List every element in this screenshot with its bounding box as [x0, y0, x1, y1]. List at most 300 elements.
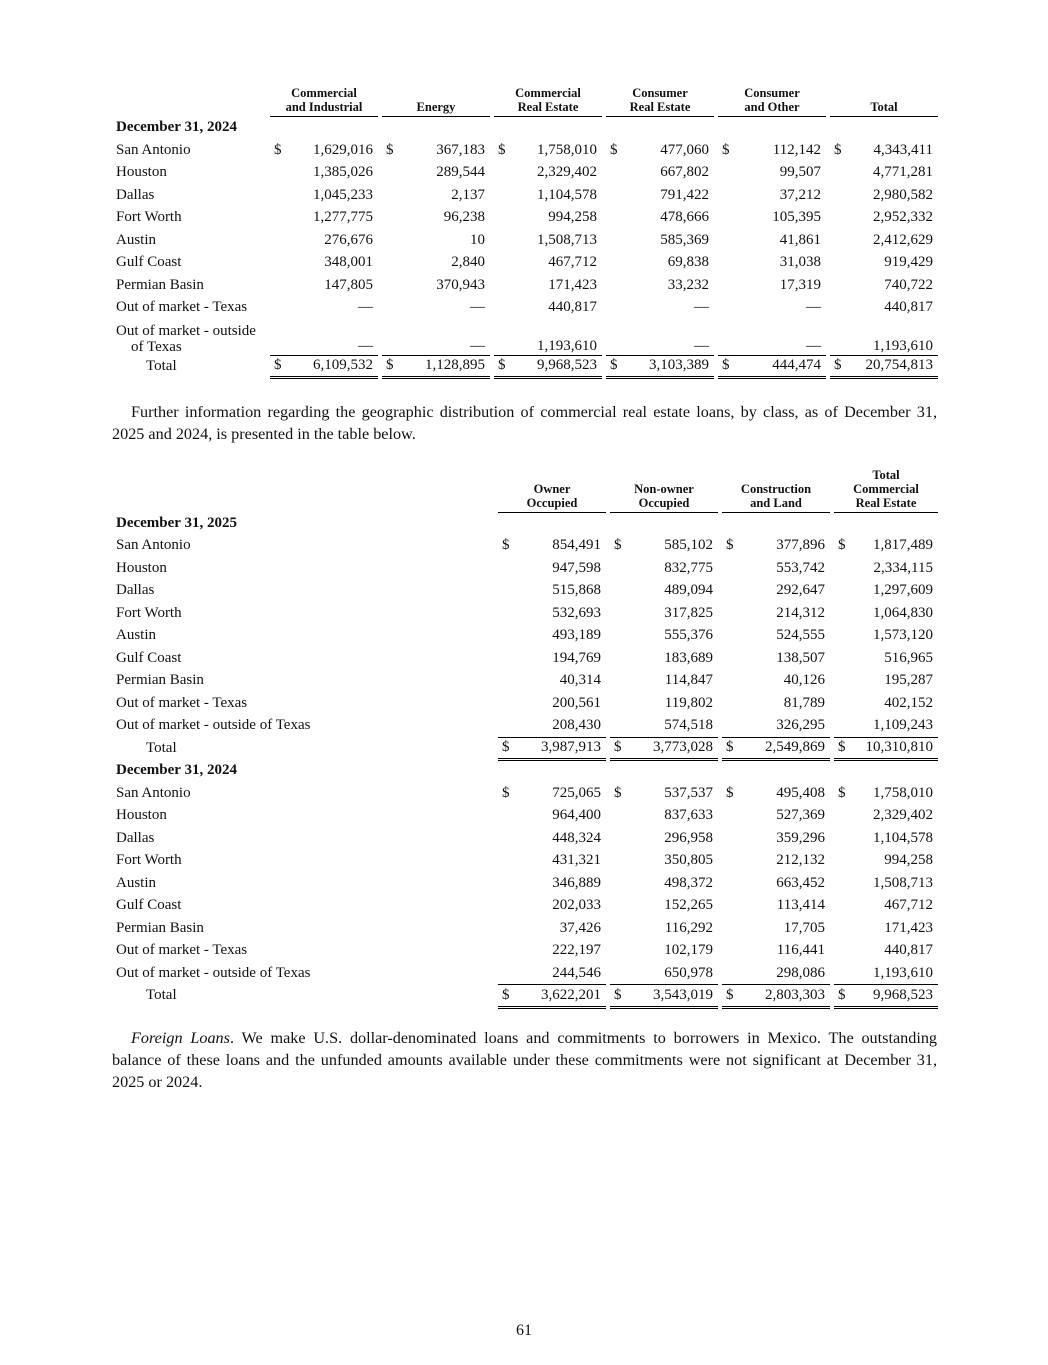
amount: 9,968,523 [873, 986, 933, 1003]
currency-symbol [610, 830, 614, 847]
currency-symbol [610, 920, 614, 937]
currency-symbol [722, 672, 726, 689]
currency-symbol [610, 852, 614, 869]
table-row [112, 917, 938, 940]
value-cell [498, 715, 606, 738]
amount: 431,321 [552, 852, 601, 869]
value-cell [610, 895, 718, 918]
table-row [112, 184, 938, 207]
table-row [112, 962, 938, 985]
row-label: Austin [116, 627, 157, 644]
currency-symbol [834, 965, 838, 982]
amount: 585,102 [664, 537, 713, 554]
amount: 96,238 [443, 209, 485, 226]
table-row [112, 782, 938, 805]
amount: 244,546 [552, 964, 601, 981]
value-cell [722, 962, 830, 985]
amount: 477,060 [660, 141, 709, 158]
amount: 532,693 [552, 604, 601, 621]
value-cell [606, 229, 714, 252]
value-cell [494, 229, 602, 252]
amount: 1,109,243 [873, 717, 933, 733]
currency-symbol [270, 232, 274, 249]
value-cell [498, 805, 606, 828]
currency-symbol [606, 254, 610, 271]
currency-symbol [610, 875, 614, 892]
amount: 791,422 [660, 186, 709, 203]
value-cell [834, 962, 938, 985]
amount: 1,297,609 [873, 582, 933, 599]
currency-symbol [722, 852, 726, 869]
amount: 147,805 [324, 276, 373, 293]
amount: 854,491 [552, 537, 601, 554]
amount: 171,423 [548, 276, 597, 293]
amount: 3,773,028 [653, 739, 713, 756]
currency-symbol [498, 965, 502, 982]
amount: 105,395 [772, 209, 821, 226]
col-header-commercial-real-estate: Commercial Real Estate [494, 86, 602, 117]
currency-symbol: $ [498, 141, 506, 158]
value-cell [834, 872, 938, 895]
value-cell [498, 850, 606, 873]
value-cell [722, 872, 830, 895]
col-header-non-owner-occupied: Non-owner Occupied [610, 466, 718, 512]
currency-symbol [610, 560, 614, 577]
foreign-loans-text: . We make U.S. dollar-denominated loans and commitments to borrowers in Mexico. The outstanding balance of these loans and the unfunded amounts available under these commitments were not significant at December 31, 2025 or 2024. [112, 1029, 938, 1091]
amount: 296,958 [664, 829, 713, 846]
amount: 69,838 [667, 254, 709, 271]
amount: 370,943 [436, 276, 485, 293]
amount: 493,189 [552, 627, 601, 644]
amount: 37,426 [559, 919, 601, 936]
currency-symbol: $ [502, 784, 510, 801]
value-cell [830, 274, 938, 297]
currency-symbol [494, 338, 498, 355]
value-cell [834, 670, 938, 693]
currency-symbol [610, 650, 614, 667]
value-cell [610, 602, 718, 625]
amount: 1,385,026 [313, 164, 373, 181]
row-label: Total [146, 739, 177, 756]
value-cell [610, 647, 718, 670]
amount: 667,802 [660, 164, 709, 181]
value-cell [722, 985, 830, 1008]
row-label: Out of market - outside of Texas [116, 964, 311, 981]
table-row [112, 252, 938, 275]
value-cell [722, 782, 830, 805]
value-cell [722, 737, 830, 760]
amount: 527,369 [776, 807, 825, 824]
amount: 1,758,010 [537, 141, 597, 158]
value-cell [498, 602, 606, 625]
value-cell [718, 139, 826, 162]
currency-symbol [834, 875, 838, 892]
row-label: Out of market - Texas [116, 694, 248, 711]
amount: 212,132 [776, 852, 825, 869]
currency-symbol: $ [502, 986, 510, 1003]
amount: 200,561 [552, 694, 601, 711]
currency-symbol [498, 672, 502, 689]
currency-symbol [498, 627, 502, 644]
amount: 537,537 [664, 784, 713, 801]
table-row [112, 647, 938, 670]
value-cell [494, 139, 602, 162]
value-cell [722, 895, 830, 918]
value-cell [606, 162, 714, 185]
section-filler [498, 512, 938, 535]
amount: 478,666 [660, 209, 709, 226]
amount: — [470, 299, 485, 316]
value-cell [494, 319, 602, 355]
currency-symbol [834, 807, 838, 824]
value-cell [382, 355, 490, 378]
currency-symbol [834, 560, 838, 577]
value-cell [498, 580, 606, 603]
amount: 183,689 [664, 649, 713, 666]
amount: 359,296 [776, 829, 825, 846]
amount: 214,312 [776, 604, 825, 621]
currency-symbol [382, 232, 386, 249]
currency-symbol [498, 942, 502, 959]
value-cell [610, 805, 718, 828]
currency-symbol [610, 897, 614, 914]
amount: 3,543,019 [653, 986, 713, 1003]
row-label: Houston [116, 164, 167, 181]
amount: 99,507 [779, 164, 821, 181]
value-cell [830, 207, 938, 230]
value-cell [382, 319, 490, 355]
amount: 222,197 [552, 942, 601, 959]
currency-symbol [498, 807, 502, 824]
value-cell [718, 355, 826, 378]
currency-symbol [382, 209, 386, 226]
col-header-consumer-real-estate: Consumer Real Estate [606, 86, 714, 117]
currency-symbol [722, 965, 726, 982]
value-cell [270, 207, 378, 230]
amount: — [358, 337, 373, 354]
amount: 947,598 [552, 559, 601, 576]
value-cell [494, 355, 602, 378]
currency-symbol [722, 717, 726, 734]
currency-symbol: $ [838, 986, 846, 1003]
value-cell [498, 647, 606, 670]
currency-symbol [498, 695, 502, 712]
header-spacer [112, 86, 270, 117]
value-cell [834, 940, 938, 963]
currency-symbol [830, 209, 834, 226]
currency-symbol [270, 338, 274, 355]
col-header-total: Total [830, 86, 938, 117]
currency-symbol [606, 338, 610, 355]
table-row [112, 162, 938, 185]
amount: 516,965 [884, 649, 933, 666]
currency-symbol: $ [726, 537, 734, 554]
amount: 194,769 [552, 649, 601, 666]
amount: 3,103,389 [649, 357, 709, 374]
currency-symbol [830, 299, 834, 316]
row-label: Gulf Coast [116, 897, 182, 914]
amount: 1,758,010 [873, 784, 933, 801]
value-cell [722, 535, 830, 558]
amount: 2,334,115 [873, 559, 933, 576]
value-cell [834, 557, 938, 580]
value-cell [610, 715, 718, 738]
table-row [112, 580, 938, 603]
value-cell [610, 782, 718, 805]
amount: 2,549,869 [765, 739, 825, 756]
amount: 402,152 [884, 694, 933, 711]
table-row [112, 670, 938, 693]
amount: 1,193,610 [537, 337, 597, 354]
value-cell [610, 940, 718, 963]
section-filler [270, 117, 938, 140]
row-label: Houston [116, 559, 167, 576]
value-cell [718, 184, 826, 207]
table-row [112, 535, 938, 558]
total-row [112, 355, 938, 378]
currency-symbol: $ [614, 986, 622, 1003]
table-row [112, 139, 938, 162]
currency-symbol [610, 582, 614, 599]
currency-symbol [834, 897, 838, 914]
value-cell [722, 670, 830, 693]
value-cell [382, 229, 490, 252]
table-row [112, 692, 938, 715]
section-title: December 31, 2024 [116, 762, 237, 779]
amount: 553,742 [776, 559, 825, 576]
amount: 1,064,830 [873, 604, 933, 621]
amount: 515,868 [552, 582, 601, 599]
amount: 1,508,713 [873, 874, 933, 891]
currency-symbol [498, 650, 502, 667]
currency-symbol [270, 209, 274, 226]
value-cell [610, 962, 718, 985]
value-cell [834, 580, 938, 603]
currency-symbol [830, 338, 834, 355]
currency-symbol [834, 582, 838, 599]
currency-symbol [834, 830, 838, 847]
amount: 1,573,120 [873, 627, 933, 644]
amount: 1,104,578 [537, 186, 597, 203]
currency-symbol: $ [274, 141, 282, 158]
currency-symbol: $ [610, 357, 618, 374]
amount: 10 [470, 231, 485, 248]
amount: 116,441 [776, 942, 825, 959]
value-cell [610, 692, 718, 715]
currency-symbol [718, 338, 722, 355]
currency-symbol [498, 830, 502, 847]
value-cell [718, 229, 826, 252]
amount: 348,001 [324, 254, 373, 271]
currency-symbol [498, 560, 502, 577]
value-cell [718, 274, 826, 297]
value-cell [382, 139, 490, 162]
amount: 138,507 [776, 649, 825, 666]
value-cell [610, 670, 718, 693]
value-cell [270, 162, 378, 185]
currency-symbol [718, 299, 722, 316]
col-header-owner-occupied: Owner Occupied [498, 466, 606, 512]
currency-symbol: $ [726, 986, 734, 1003]
row-label: Gulf Coast [116, 649, 182, 666]
currency-symbol [606, 277, 610, 294]
value-cell [498, 625, 606, 648]
value-cell [834, 985, 938, 1008]
value-cell [494, 207, 602, 230]
currency-symbol: $ [838, 784, 846, 801]
amount: 1,193,610 [873, 964, 933, 981]
amount: — [694, 337, 709, 354]
currency-symbol [722, 897, 726, 914]
currency-symbol [494, 232, 498, 249]
table-row [112, 625, 938, 648]
value-cell [722, 557, 830, 580]
amount: — [806, 299, 821, 316]
row-label: Permian Basin [116, 672, 204, 689]
currency-symbol [830, 187, 834, 204]
row-label: Austin [116, 231, 157, 248]
amount: 9,968,523 [537, 357, 597, 374]
row-label: Fort Worth [116, 604, 182, 621]
currency-symbol: $ [386, 357, 394, 374]
section-row [112, 512, 938, 535]
currency-symbol [270, 187, 274, 204]
value-cell [270, 319, 378, 355]
amount: 113,414 [776, 897, 825, 914]
value-cell [830, 162, 938, 185]
amount: 31,038 [779, 254, 821, 271]
amount: 498,372 [664, 874, 713, 891]
currency-symbol: $ [722, 357, 730, 374]
currency-symbol [722, 830, 726, 847]
value-cell [834, 535, 938, 558]
amount: 298,086 [776, 964, 825, 981]
currency-symbol: $ [614, 784, 622, 801]
amount: 1,045,233 [313, 186, 373, 203]
amount: 152,265 [664, 897, 713, 914]
amount: 4,771,281 [873, 164, 933, 181]
amount: 524,555 [776, 627, 825, 644]
table-row [112, 602, 938, 625]
value-cell [382, 297, 490, 320]
currency-symbol [498, 875, 502, 892]
amount: 1,193,610 [873, 337, 933, 354]
currency-symbol [494, 277, 498, 294]
currency-symbol [382, 187, 386, 204]
amount: 489,094 [664, 582, 713, 599]
amount: 102,179 [664, 942, 713, 959]
amount: 112,142 [772, 141, 821, 158]
row-label [112, 319, 270, 355]
cre-loans-by-class-table [112, 466, 938, 1009]
amount: 37,212 [779, 186, 821, 203]
table-row [112, 229, 938, 252]
section-title: December 31, 2025 [116, 514, 237, 531]
row-label: Out of market - Texas [116, 942, 248, 959]
currency-symbol [718, 254, 722, 271]
amount: 208,430 [552, 717, 601, 733]
currency-symbol: $ [726, 784, 734, 801]
currency-symbol [830, 254, 834, 271]
col-header-total-cre: Total Commercial Real Estate [834, 466, 938, 512]
currency-symbol: $ [722, 141, 730, 158]
value-cell [498, 670, 606, 693]
currency-symbol: $ [610, 141, 618, 158]
table-row [112, 895, 938, 918]
amount: 6,109,532 [313, 357, 373, 374]
value-cell [830, 319, 938, 355]
value-cell [722, 580, 830, 603]
value-cell [610, 850, 718, 873]
value-cell [610, 985, 718, 1008]
currency-symbol [498, 582, 502, 599]
value-cell [834, 917, 938, 940]
amount: 40,126 [783, 672, 825, 689]
currency-symbol [722, 650, 726, 667]
value-cell [722, 625, 830, 648]
currency-symbol [382, 164, 386, 181]
value-cell [718, 319, 826, 355]
value-cell [834, 782, 938, 805]
amount: 650,978 [664, 964, 713, 981]
amount: 1,508,713 [537, 231, 597, 248]
value-cell [498, 827, 606, 850]
currency-symbol: $ [386, 141, 394, 158]
table-row [112, 557, 938, 580]
amount: 326,295 [776, 717, 825, 733]
value-cell [382, 207, 490, 230]
section-filler [498, 760, 938, 783]
value-cell [606, 207, 714, 230]
currency-symbol [270, 254, 274, 271]
row-label-line: of Texas [131, 339, 182, 355]
currency-symbol [498, 852, 502, 869]
value-cell [498, 872, 606, 895]
value-cell [834, 692, 938, 715]
table-row [112, 715, 938, 738]
amount: 2,329,402 [873, 807, 933, 824]
currency-symbol [498, 920, 502, 937]
value-cell [382, 252, 490, 275]
amount: 367,183 [436, 141, 485, 158]
currency-symbol [494, 209, 498, 226]
amount: 574,518 [664, 717, 713, 733]
value-cell [270, 139, 378, 162]
amount: 276,676 [324, 231, 373, 248]
currency-symbol [610, 965, 614, 982]
currency-symbol: $ [502, 739, 510, 756]
currency-symbol: $ [502, 537, 510, 554]
currency-symbol: $ [614, 739, 622, 756]
amount: 2,137 [451, 186, 485, 203]
currency-symbol [718, 277, 722, 294]
currency-symbol [722, 807, 726, 824]
currency-symbol [382, 277, 386, 294]
currency-symbol [498, 717, 502, 734]
currency-symbol [610, 695, 614, 712]
amount: 832,775 [664, 559, 713, 576]
currency-symbol [834, 672, 838, 689]
value-cell [722, 715, 830, 738]
value-cell [494, 162, 602, 185]
value-cell [270, 184, 378, 207]
value-cell [830, 355, 938, 378]
amount: 202,033 [552, 897, 601, 914]
amount: 555,376 [664, 627, 713, 644]
value-cell [830, 297, 938, 320]
amount: 585,369 [660, 231, 709, 248]
currency-symbol [270, 277, 274, 294]
